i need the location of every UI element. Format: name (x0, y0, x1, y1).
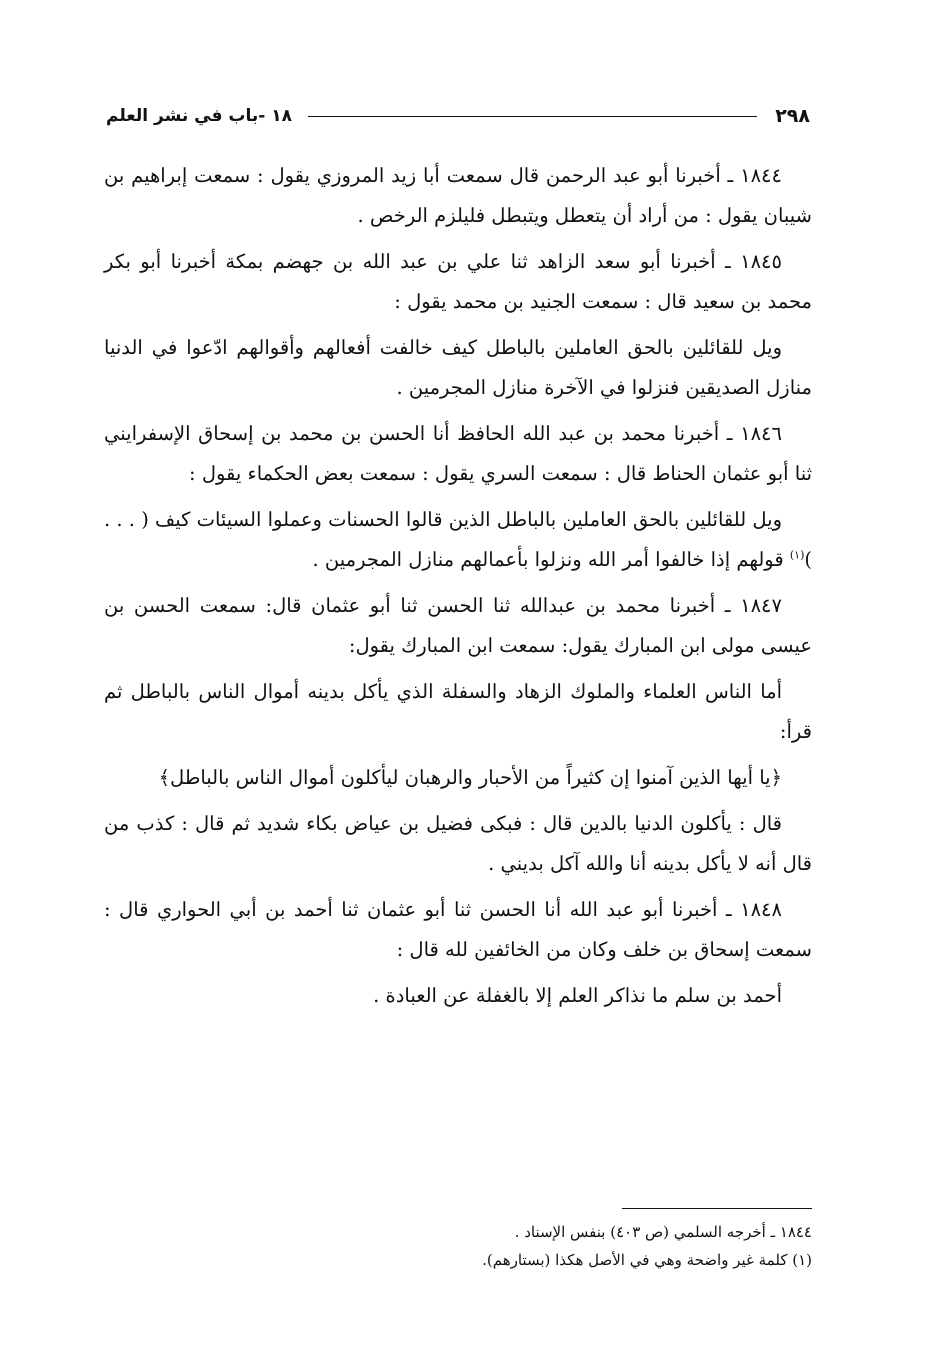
footnote-1: (١) كلمة غير واضحة وهي في الأصل هكذا (بستارهم). (482, 1251, 812, 1269)
header-rule (308, 116, 757, 117)
footnote-reference: (١) (789, 548, 805, 562)
paragraph-ishaq-saying: أحمد بن سلم ما نذاكر العلم إلا بالغفلة عن العبادة . (373, 984, 782, 1007)
footnote-rule (622, 1208, 812, 1209)
main-text (104, 156, 812, 1022)
paragraph-hukama-saying (104, 500, 812, 580)
paragraph-quran-verse: ﴿يا أيها الذين آمنوا إن كثيراً من الأحبار والرهبان ليأكلون أموال الناس بالباطل﴾ (158, 766, 782, 789)
paragraph-text: ويل للقائلين بالحق العاملين بالباطل الذين قالوا الحسنات وعملوا السيئات كيف ( . . . ) (104, 508, 812, 571)
paragraph-text: قولهم إذا خالفوا أمر الله ونزلوا بأعمالهم منازل المجرمين . (312, 548, 790, 571)
footnotes (104, 1218, 812, 1274)
paragraph-1846: ١٨٤٦ ـ أخبرنا محمد بن عبد الله الحافظ أنا الحسن بن محمد بن إسحاق الإسفرايني ثنا أبو عثمان الحناط قال : سمعت السري يقول : سمعت بعض الحكماء يقول : (104, 422, 812, 485)
paragraph-junayd-saying: ويل للقائلين بالحق العاملين بالباطل كيف خالفت أفعالهم وأقوالهم ادّعوا في الدنيا منازل الصديقين فنزلوا في الآخرة منازل المجرمين . (104, 336, 812, 399)
paragraph-1845: ١٨٤٥ ـ أخبرنا أبو سعد الزاهد ثنا علي بن عبد الله بن جهضم بمكة أخبرنا أبو بكر محمد بن سعيد قال : سمعت الجنيد بن محمد يقول : (104, 250, 812, 313)
paragraph-fudayl: قال : يأكلون الدنيا بالدين قال : فبكى فضيل بن عياض بكاء شديد ثم قال : كذب من قال أنه لا يأكل بدينه أنا والله آكل بديني . (104, 812, 812, 875)
paragraph-1847: ١٨٤٧ ـ أخبرنا محمد بن عبدالله ثنا الحسن ثنا أبو عثمان قال: سمعت الحسن بن عيسى مولى ابن المبارك يقول: سمعت ابن المبارك يقول: (104, 594, 812, 657)
chapter-title: ١٨ -باب في نشر العلم (106, 106, 293, 126)
paragraph-ibn-mubarak-saying: أما الناس العلماء والملوك الزهاد والسفلة الذي يأكل بدينه أموال الناس بالباطل ثم قرأ: (104, 680, 812, 743)
paragraph-1844: ١٨٤٤ ـ أخبرنا أبو عبد الرحمن قال سمعت أبا زيد المروزي يقول : سمعت إبراهيم بن شيبان يقول : من أراد أن يتعطل ويتبطل فليلزم الرخص . (104, 164, 812, 227)
footnote-1844: ١٨٤٤ ـ أخرجه السلمي (ص ٤٠٣) بنفس الإسناد . (514, 1223, 812, 1241)
running-header (106, 98, 810, 134)
page-number: ٢٩٨ (775, 105, 810, 127)
paragraph-1848: ١٨٤٨ ـ أخبرنا أبو عبد الله أنا الحسن ثنا أبو عثمان ثنا أحمد بن أبي الحواري قال : سمعت إسحاق بن خلف وكان من الخائفين لله قال : (104, 898, 812, 961)
